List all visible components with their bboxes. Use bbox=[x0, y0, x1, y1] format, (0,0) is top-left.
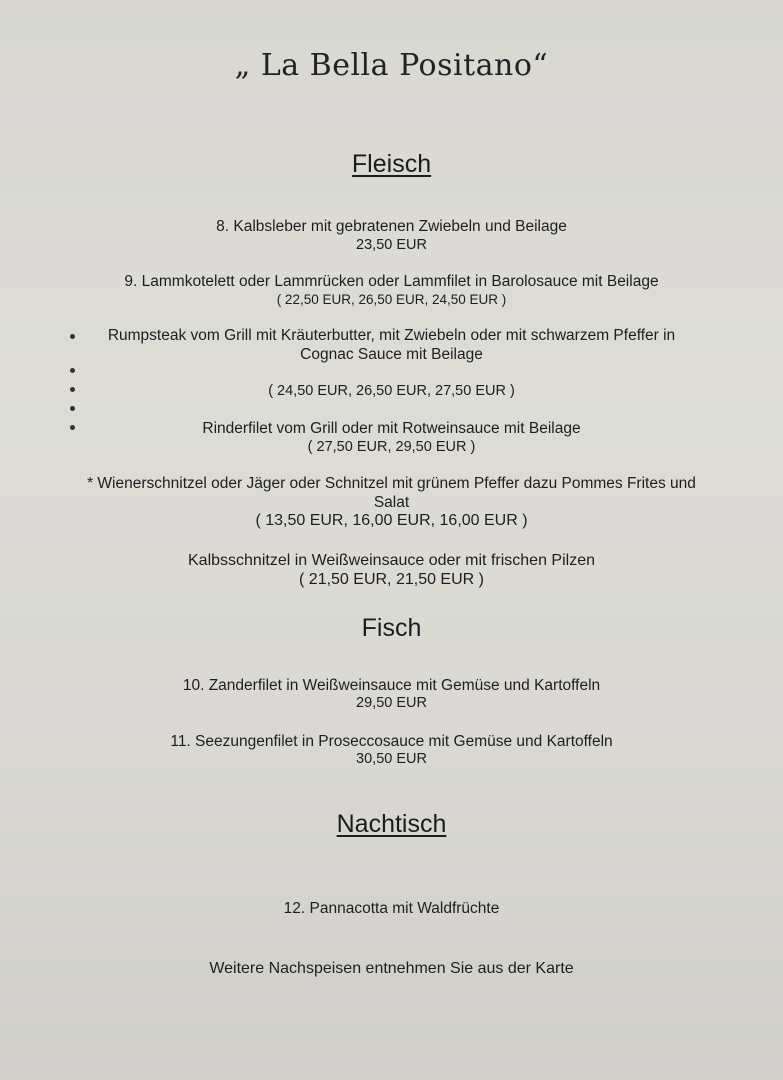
menu-item-price: 23,50 EUR bbox=[356, 237, 427, 253]
bullet-dot bbox=[70, 406, 75, 411]
menu-item-name: 9. Lammkotelett oder Lammrücken oder Lammfilet in Barolosauce mit Beilage bbox=[124, 273, 659, 290]
menu-item-name: 12. Pannacotta mit Waldfrüchte bbox=[283, 900, 500, 917]
menu-item-price: ( 27,50 EUR, 29,50 EUR ) bbox=[307, 439, 476, 455]
menu-item-name: Kalbsschnitzel in Weißweinsauce oder mit frischen Pilzen bbox=[188, 552, 595, 569]
bullet-dot bbox=[70, 368, 75, 373]
section-heading-fisch: Fisch bbox=[361, 614, 422, 642]
menu-item-price: ( 13,50 EUR, 16,00 EUR, 16,00 EUR ) bbox=[255, 512, 528, 529]
section-heading-nachtisch: Nachtisch bbox=[336, 810, 447, 838]
menu-item-name-line1: * Wienerschnitzel oder Jäger oder Schnitzel mit grünem Pfeffer dazu Pommes Frites und bbox=[87, 475, 696, 492]
menu-item-price: ( 24,50 EUR, 26,50 EUR, 27,50 EUR ) bbox=[268, 383, 515, 399]
menu-item-name: Rinderfilet vom Grill oder mit Rotweinsauce mit Beilage bbox=[202, 420, 581, 437]
menu-item-price: ( 22,50 EUR, 26,50 EUR, 24,50 EUR ) bbox=[276, 292, 507, 307]
menu-item-name-line1: Rumpsteak vom Grill mit Kräuterbutter, mit Zwiebeln oder mit schwarzem Pfeffer in bbox=[107, 327, 676, 344]
menu-item-name: 10. Zanderfilet in Weißweinsauce mit Gemüse und Kartoffeln bbox=[182, 677, 601, 694]
dessert-note: Weitere Nachspeisen entnehmen Sie aus der Karte bbox=[209, 960, 574, 977]
menu-item-price: ( 21,50 EUR, 21,50 EUR ) bbox=[299, 571, 484, 588]
menu-item-name-line2: Salat bbox=[373, 494, 410, 511]
section-heading-fleisch: Fleisch bbox=[351, 150, 432, 178]
menu-item-price: 30,50 EUR bbox=[356, 751, 427, 767]
menu-item-name: 8. Kalbsleber mit gebratenen Zwiebeln und Beilage bbox=[216, 218, 567, 235]
menu-item-name-line2: Cognac Sauce mit Beilage bbox=[300, 346, 483, 363]
menu-item-price: 29,50 EUR bbox=[356, 695, 427, 711]
restaurant-title: „ La Bella Positano“ bbox=[234, 48, 549, 83]
menu-item-name: 11. Seezungenfilet in Proseccosauce mit Gemüse und Kartoffeln bbox=[170, 733, 613, 750]
